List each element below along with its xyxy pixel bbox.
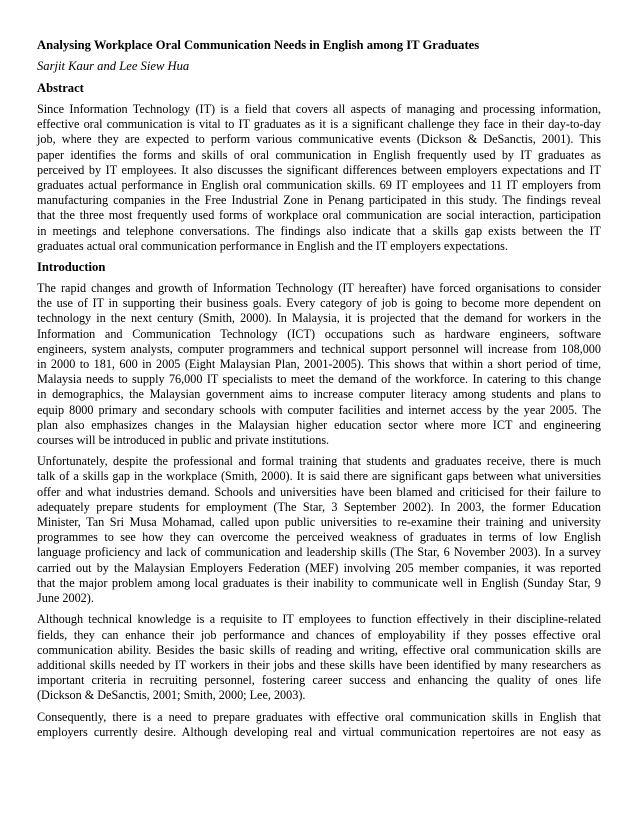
text-line: additional skills needed by IT workers in their jobs and these skills have been identified by many researchers as xyxy=(37,657,601,672)
text-line: important criteria in recruiting personnel, fostering career success and enhancing the quality of ones life xyxy=(37,673,601,688)
text-line: that the three most frequently used forms of workplace oral communication are social interaction, participation xyxy=(37,208,601,223)
text-line: (Dickson & DeSanctis, 2001; Smith, 2000; Lee, 2003). xyxy=(37,688,306,703)
text-line: programmes to see how they can overcome the perceived weakness of graduates in terms of low English xyxy=(37,530,601,545)
text-line: The rapid changes and growth of Information Technology (IT hereafter) have forced organisations to consider xyxy=(37,281,601,296)
text-line: effective oral communication is vital to IT graduates as it is a significant challenge they face in their day-to-day xyxy=(37,117,601,132)
text-line: perceived by IT employees. It also discusses the significant differences between employers expectations and IT xyxy=(37,162,601,177)
text-line: Consequently, there is a need to prepare graduates with effective oral communication skills in English that xyxy=(37,709,601,724)
text-line: Minister, Tan Sri Musa Mohamad, called upon public universities to re-examine their training and university xyxy=(37,515,601,530)
text-line: graduates actual performance in English oral communication skills. 69 IT employees and 11 IT employers from xyxy=(37,178,601,193)
document-page xyxy=(37,38,601,746)
text-line: June 2002). xyxy=(37,591,94,606)
text-line: employers currently desire. Although developing real and virtual communication repertoires are not easy as xyxy=(37,724,601,739)
text-line: adequately prepare students for employment (The Star, 3 September 2002). In 2003, the former Education xyxy=(37,499,601,514)
text-line: Unfortunately, despite the professional and formal training that students and graduates receive, there is much xyxy=(37,454,601,469)
text-line: talk of a skills gap in the workplace (Smith, 2000). It is said there are significant gaps between what universities xyxy=(37,469,601,484)
text-line: carried out by the Malaysian Employers Federation (MEF) involving 205 member companies, it was reported xyxy=(37,560,601,575)
text-line: courses will be introduced in public and private institutions. xyxy=(37,433,330,448)
text-line: paper identifies the forms and skills of oral communication in English frequently used by IT graduates as xyxy=(37,147,601,162)
text-line: Although technical knowledge is a requisite to IT employees to function effectively in their discipline-related xyxy=(37,612,601,627)
text-line: fields, they can enhance their job performance and chances of employability if they posses effective oral xyxy=(37,627,601,642)
text-line: graduates actual oral communication performance in English and the IT employers expectations. xyxy=(37,238,508,253)
text-line: engineers, system analysts, computer programmers and technical support personnel will increase from 108,000 xyxy=(37,341,601,356)
text-line: plan also emphasizes changes in the Malaysian higher education sector where more ICT and engineering xyxy=(37,417,601,432)
introduction-heading: Introduction xyxy=(37,260,106,275)
introduction-paragraph-4 xyxy=(37,710,601,740)
abstract-heading: Abstract xyxy=(37,81,84,95)
text-line: in meetings and telephone conversations. The findings also indicate that a skills gap exists between the IT xyxy=(37,223,601,238)
text-line: language proficiency and lack of communication and leadership skills (The Star, 6 November 2003). In a survey xyxy=(37,545,601,560)
text-line: Malaysia needs to supply 76,000 IT specialists to meet the demand of the workforce. In catering to this change xyxy=(37,372,601,387)
text-line: equip 8000 primary and secondary schools with computer facilities and internet access by the year 2005. The xyxy=(37,402,601,417)
text-line: in 2000 to 181, 600 in 2005 (Eight Malaysian Plan, 2001-2005). This shows that within a short period of time, xyxy=(37,357,601,372)
text-line: communication ability. Besides the basic skills of reading and writing, effective oral communication skills are xyxy=(37,642,601,657)
text-line: job, where they are expected to perform various communicative events (Dickson & DeSanctis, 2001). This xyxy=(37,132,601,147)
introduction-paragraph-3 xyxy=(37,612,601,703)
text-line: technology in the next century (Smith, 2000). In Malaysia, it is projected that the demand for workers in the xyxy=(37,311,601,326)
text-line: offer and what industries demand. Schools and universities have been blamed and criticised for their failure to xyxy=(37,484,601,499)
abstract-paragraph xyxy=(37,102,601,254)
text-line: the use of IT in supporting their business goals. Every category of job is going to become more dependent on xyxy=(37,296,601,311)
paper-authors: Sarjit Kaur and Lee Siew Hua xyxy=(37,59,190,73)
text-line: that the major problem among local graduates is their inability to communicate well in English (Sunday Star, 9 xyxy=(37,575,601,590)
text-line: Information and Communication Technology (ICT) occupations such as hardware engineers, software xyxy=(37,326,601,341)
text-line: manufacturing companies in the Free Industrial Zone in Penang participated in this study. The findings reveal xyxy=(37,193,601,208)
text-line: in demographics, the Malaysian government aims to increase computer literacy among students and plans to xyxy=(37,387,601,402)
introduction-paragraph-1 xyxy=(37,281,601,448)
introduction-paragraph-2 xyxy=(37,454,601,606)
text-line: Since Information Technology (IT) is a field that covers all aspects of managing and processing information, xyxy=(37,102,601,116)
paper-title: Analysing Workplace Oral Communication Needs in English among IT Graduates xyxy=(37,38,480,52)
